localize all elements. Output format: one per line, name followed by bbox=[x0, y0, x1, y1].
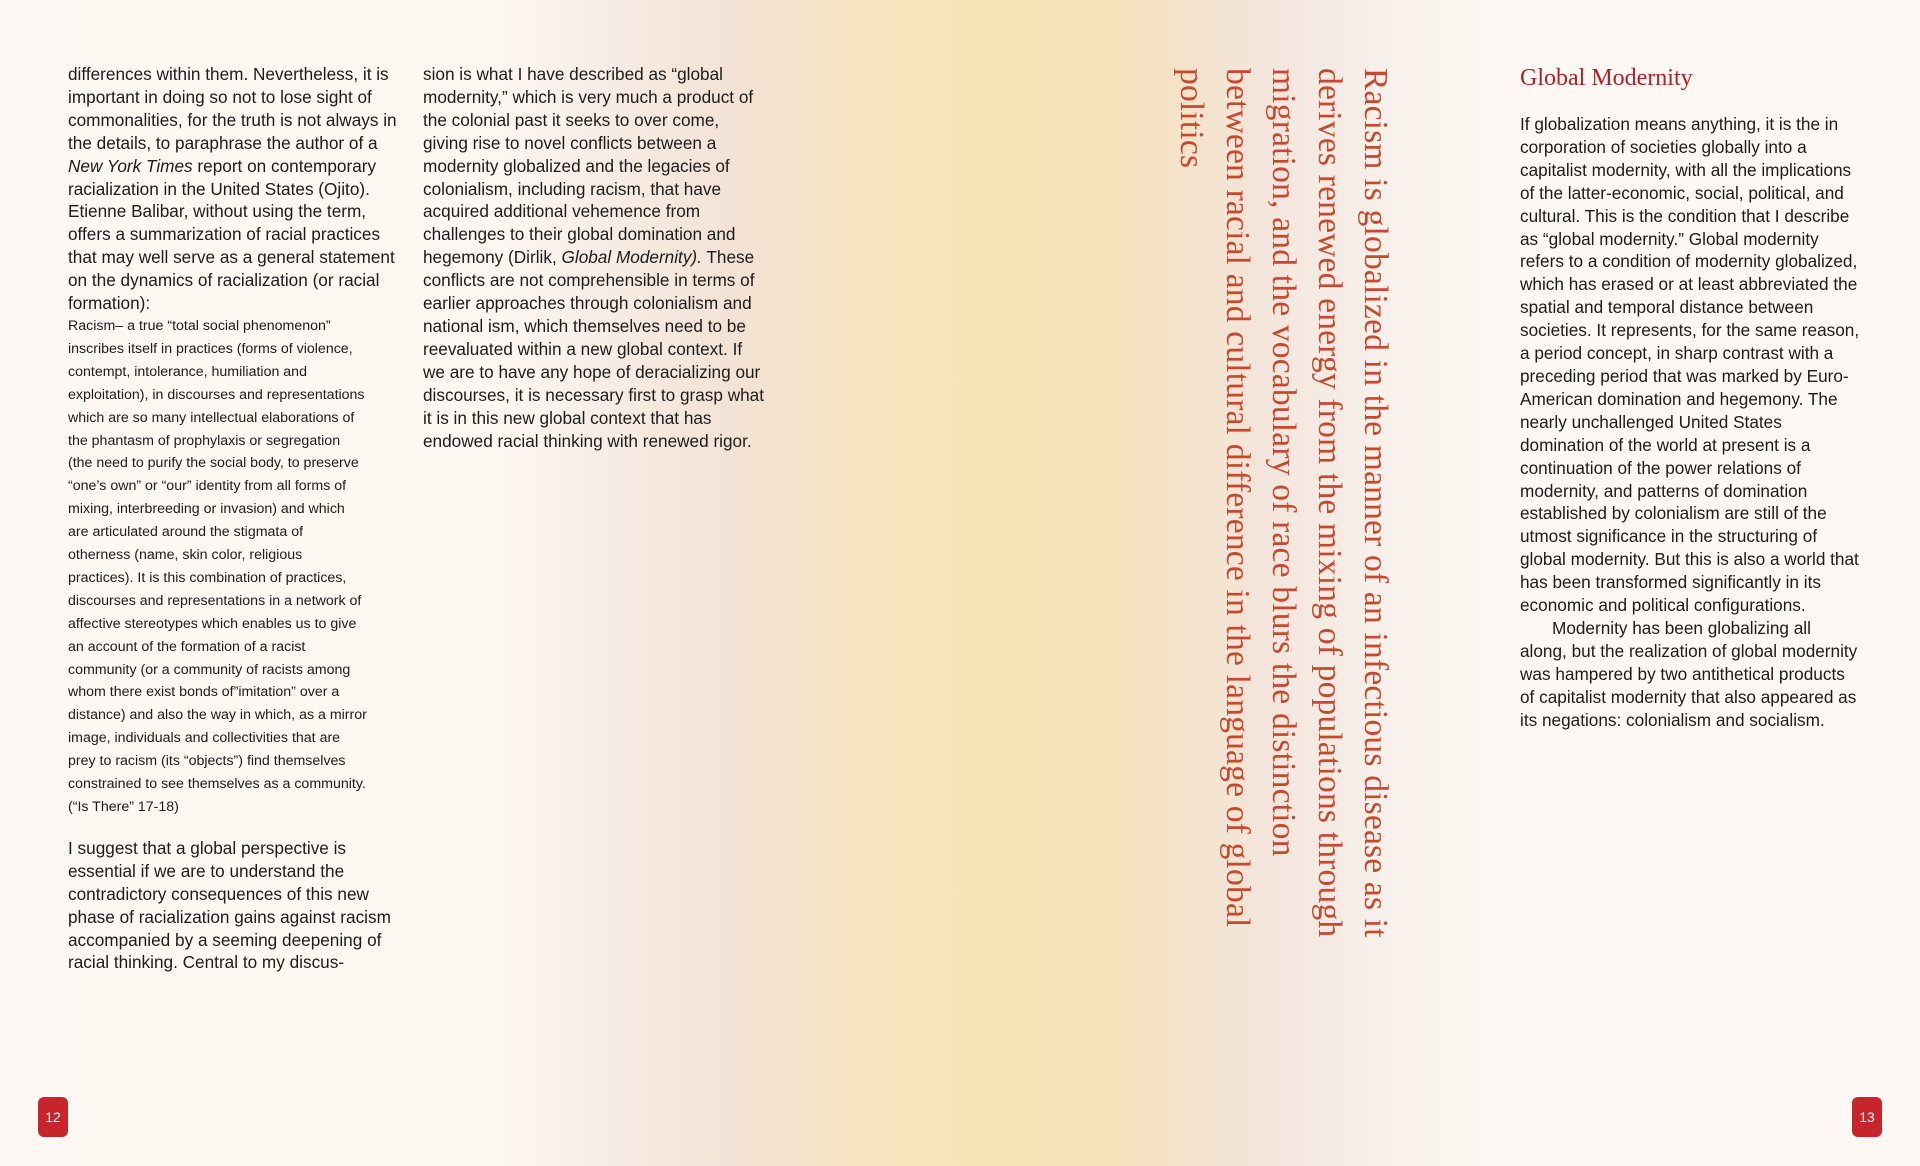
pull-quote: Racism is globalized in the manner of an infectious disease as it derives renewed energy from the mixing of populations through migration, and the vocabulary of race blurs the distinction between racial and cultural difference in the language of global politics bbox=[1173, 68, 1394, 938]
block-quote: Racism– a true “total social phenomenon” inscribes itself in practices (forms of violence, contempt, intolerance, humiliation and exploitation), in discourses and representations which are so many intellectual elaborations of the phantasm of prophylaxis or segregation (the need to purify the social body, to preserve “one’s own” or “our” identity from all forms of mixing, interbreeding or invasion) and which are articulated around the stigmata of otherness (name, skin color, religious practices). It is this combination of practices, discourses and representations in a network of affective stereotypes which enables us to give an account of the formation of a racist community (or a community of racists among whom there exist bonds of”imitation” over a distance) and also the way in which, as a mirror image, individuals and collectivities that are prey to racism (its “objects”) find themselves constrained to see themselves as a community. (“Is There” 17-18) bbox=[68, 317, 367, 815]
page-number-left: 12 bbox=[38, 1097, 68, 1137]
emphasis: New York Times bbox=[68, 155, 193, 176]
page-number-right: 13 bbox=[1852, 1097, 1882, 1137]
paragraph bbox=[423, 63, 768, 452]
paragraph: If globalization means anything, it is the in corporation of societies globally into a capitalist modernity, with all the implications of the latter-economic, social, political, and cultural. This is the condition that I describe as “global modernity.” Global modernity refers to a condition of modernity globalized, which has erased or at least abbreviated the spatial and temporal distance between societies. It represents, for the same reason, a period concept, in sharp contrast with a preceding period that was marked by Euro-American domination and hegemony. The nearly unchallenged United States domination of the world at present is a continuation of the power relations of modernity, and patterns of domination established by colonialism are still of the utmost significance in the structuring of global modernity. But this is also a world that has been transformed significantly in its economic and political configurations. bbox=[1520, 114, 1860, 616]
text-span: report on contemporary racialization in the United States (Ojito). Etienne Balibar, without using the term, offers a summarization of racial practices that may well serve as a general statement on the dynamics of racialization (or racial formation): bbox=[68, 155, 395, 314]
left-column-2 bbox=[423, 63, 768, 452]
paragraph bbox=[68, 63, 408, 315]
text-span: sion is what I have described as “global modernity,” which is very much a product of the colonial past it seeks to over come, giving rise to novel conflicts between a modernity globalized and the legacies of colonialism, including racism, that have acquired additional vehemence from challenges to their global domination and hegemony (Dirlik, bbox=[423, 64, 754, 268]
right-column bbox=[1520, 63, 1860, 731]
text-span: differences within them. Nevertheless, it is important in doing so not to lose sight of commonalities, for the truth is not always in the details, to paraphrase the author of a bbox=[68, 64, 397, 153]
emphasis: Global Modernity). bbox=[561, 247, 702, 268]
left-column-1 bbox=[68, 63, 408, 974]
section-heading: Global Modernity bbox=[1520, 65, 1693, 91]
paragraph: I suggest that a global perspective is essential if we are to understand the contradictory consequences of this new phase of racialization gains against racism accompanied by a seeming deepening of racial thinking. Central to my discus- bbox=[68, 837, 391, 973]
paragraph: Modernity has been globalizing all along, but the realization of global modernity was hampered by two antithetical products of capitalist modernity that also appeared as its negations: colonialism and socialism. bbox=[1520, 617, 1858, 730]
text-span: These conflicts are not comprehensible in terms of earlier approaches through colonialism and national ism, which themselves need to be reevaluated within a new global context. If we are to have any hope of deracializing our discourses, it is necessary first to grasp what it is in this new global context that has endowed racial thinking with renewed rigor. bbox=[423, 247, 765, 451]
